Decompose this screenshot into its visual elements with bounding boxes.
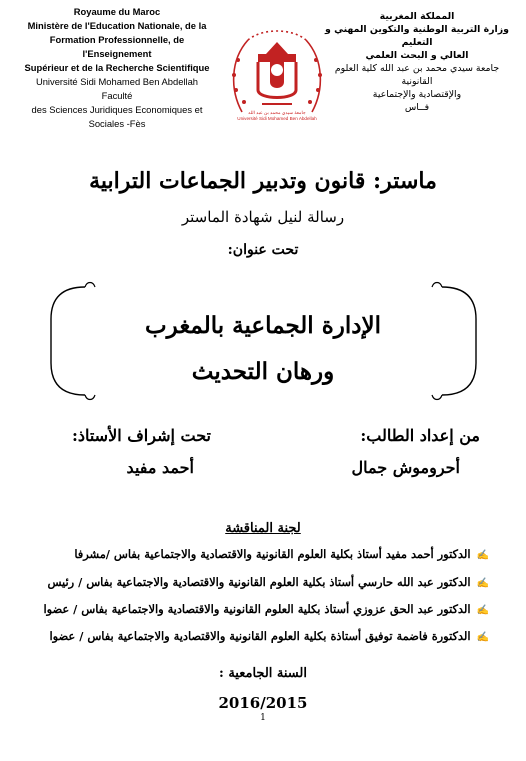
header-arabic <box>322 10 512 114</box>
committee-member-text: الدكتور عبد الحق عزوزي أستاذ بكلية العلوم القانونية والاقتصادية والاجتماعية بفاس / عضوا <box>43 602 471 616</box>
committee-member <box>19 575 489 589</box>
committee-member <box>19 629 489 643</box>
header-ar-line: والإقتصادية والإجتماعية <box>372 89 462 100</box>
committee-title: لجنة المناقشة <box>225 521 301 536</box>
academic-year: 2016/2015 <box>218 694 308 712</box>
pen-icon: ✍ <box>476 605 489 616</box>
committee-member-text: الدكتور عبد الله حارسي أستاذ بكلية العلوم القانونية والاقتصادية والاجتماعية بفاس / رئيس <box>47 575 471 589</box>
main-title-line1: الإدارة الجماعية بالمغرب <box>144 312 381 339</box>
header-fr-line: des Sciences Juridiques Economiques et <box>31 104 203 115</box>
student-label: من إعداد الطالب: <box>360 426 480 445</box>
academic-year-label: السنة الجامعية : <box>219 666 307 681</box>
header-fr-line: Formation Professionnelle, de l'Enseignement <box>49 34 185 59</box>
header-ar-line: وزارة التربية الوطنية والتكوين المهني و التعليم <box>325 24 509 48</box>
pen-icon: ✍ <box>476 550 489 561</box>
committee-member <box>19 602 489 616</box>
header-fr-line: Université Sidi Mohamed Ben Abdellah Faculté <box>35 76 199 101</box>
header-ar-line: جامعة سيدي محمد بن عبد الله كلية العلوم القانونية <box>334 63 500 87</box>
pen-icon: ✍ <box>476 578 489 589</box>
header-fr-line: Supérieur et de la Recherche Scientifique <box>24 62 210 73</box>
under-title-label: تحت عنوان: <box>227 242 299 258</box>
thesis-subtitle: رسالة لنيل شهادة الماستر <box>181 208 345 226</box>
header-fr-line: Sociales -Fès <box>88 118 146 129</box>
committee-member-text: الدكتورة فاضمة توفيق أستاذة بكلية العلوم القانونية والاقتصادية والاجتماعية بفاس / عضوا <box>49 629 471 643</box>
student-name: أحروموش جمال <box>351 458 460 477</box>
header-french <box>22 5 212 131</box>
header-ar-line: العالي و البحث العلمي <box>365 50 469 61</box>
header-fr-line: Ministère de l'Education Nationale, de la <box>27 20 207 31</box>
pen-icon: ✍ <box>476 632 489 643</box>
page-number: 1 <box>260 713 266 723</box>
committee-member-text: الدكتور أحمد مفيد أستاذ بكلية العلوم القانونية والاقتصادية والاجتماعية بفاس /مشرفا <box>74 547 471 561</box>
supervisor-label: تحت إشراف الأستاذ: <box>71 426 211 445</box>
header-fr-line: Royaume du Maroc <box>73 6 161 17</box>
header-ar-line: المملكة المغربية <box>379 11 455 22</box>
logo-caption-ar: جامعة سيدي محمد بن عبد الله <box>248 110 306 115</box>
logo-caption-fr: Université Sidi Mohamed Ben Abdellah <box>237 116 317 121</box>
main-title-line2: ورهان التحديث <box>191 358 335 385</box>
master-title: ماستر: قانون وتدبير الجماعات الترابية <box>89 168 437 194</box>
committee-member <box>19 547 489 561</box>
header-ar-line: فــاس <box>404 102 430 113</box>
supervisor-name: أحمد مفيد <box>126 458 194 477</box>
